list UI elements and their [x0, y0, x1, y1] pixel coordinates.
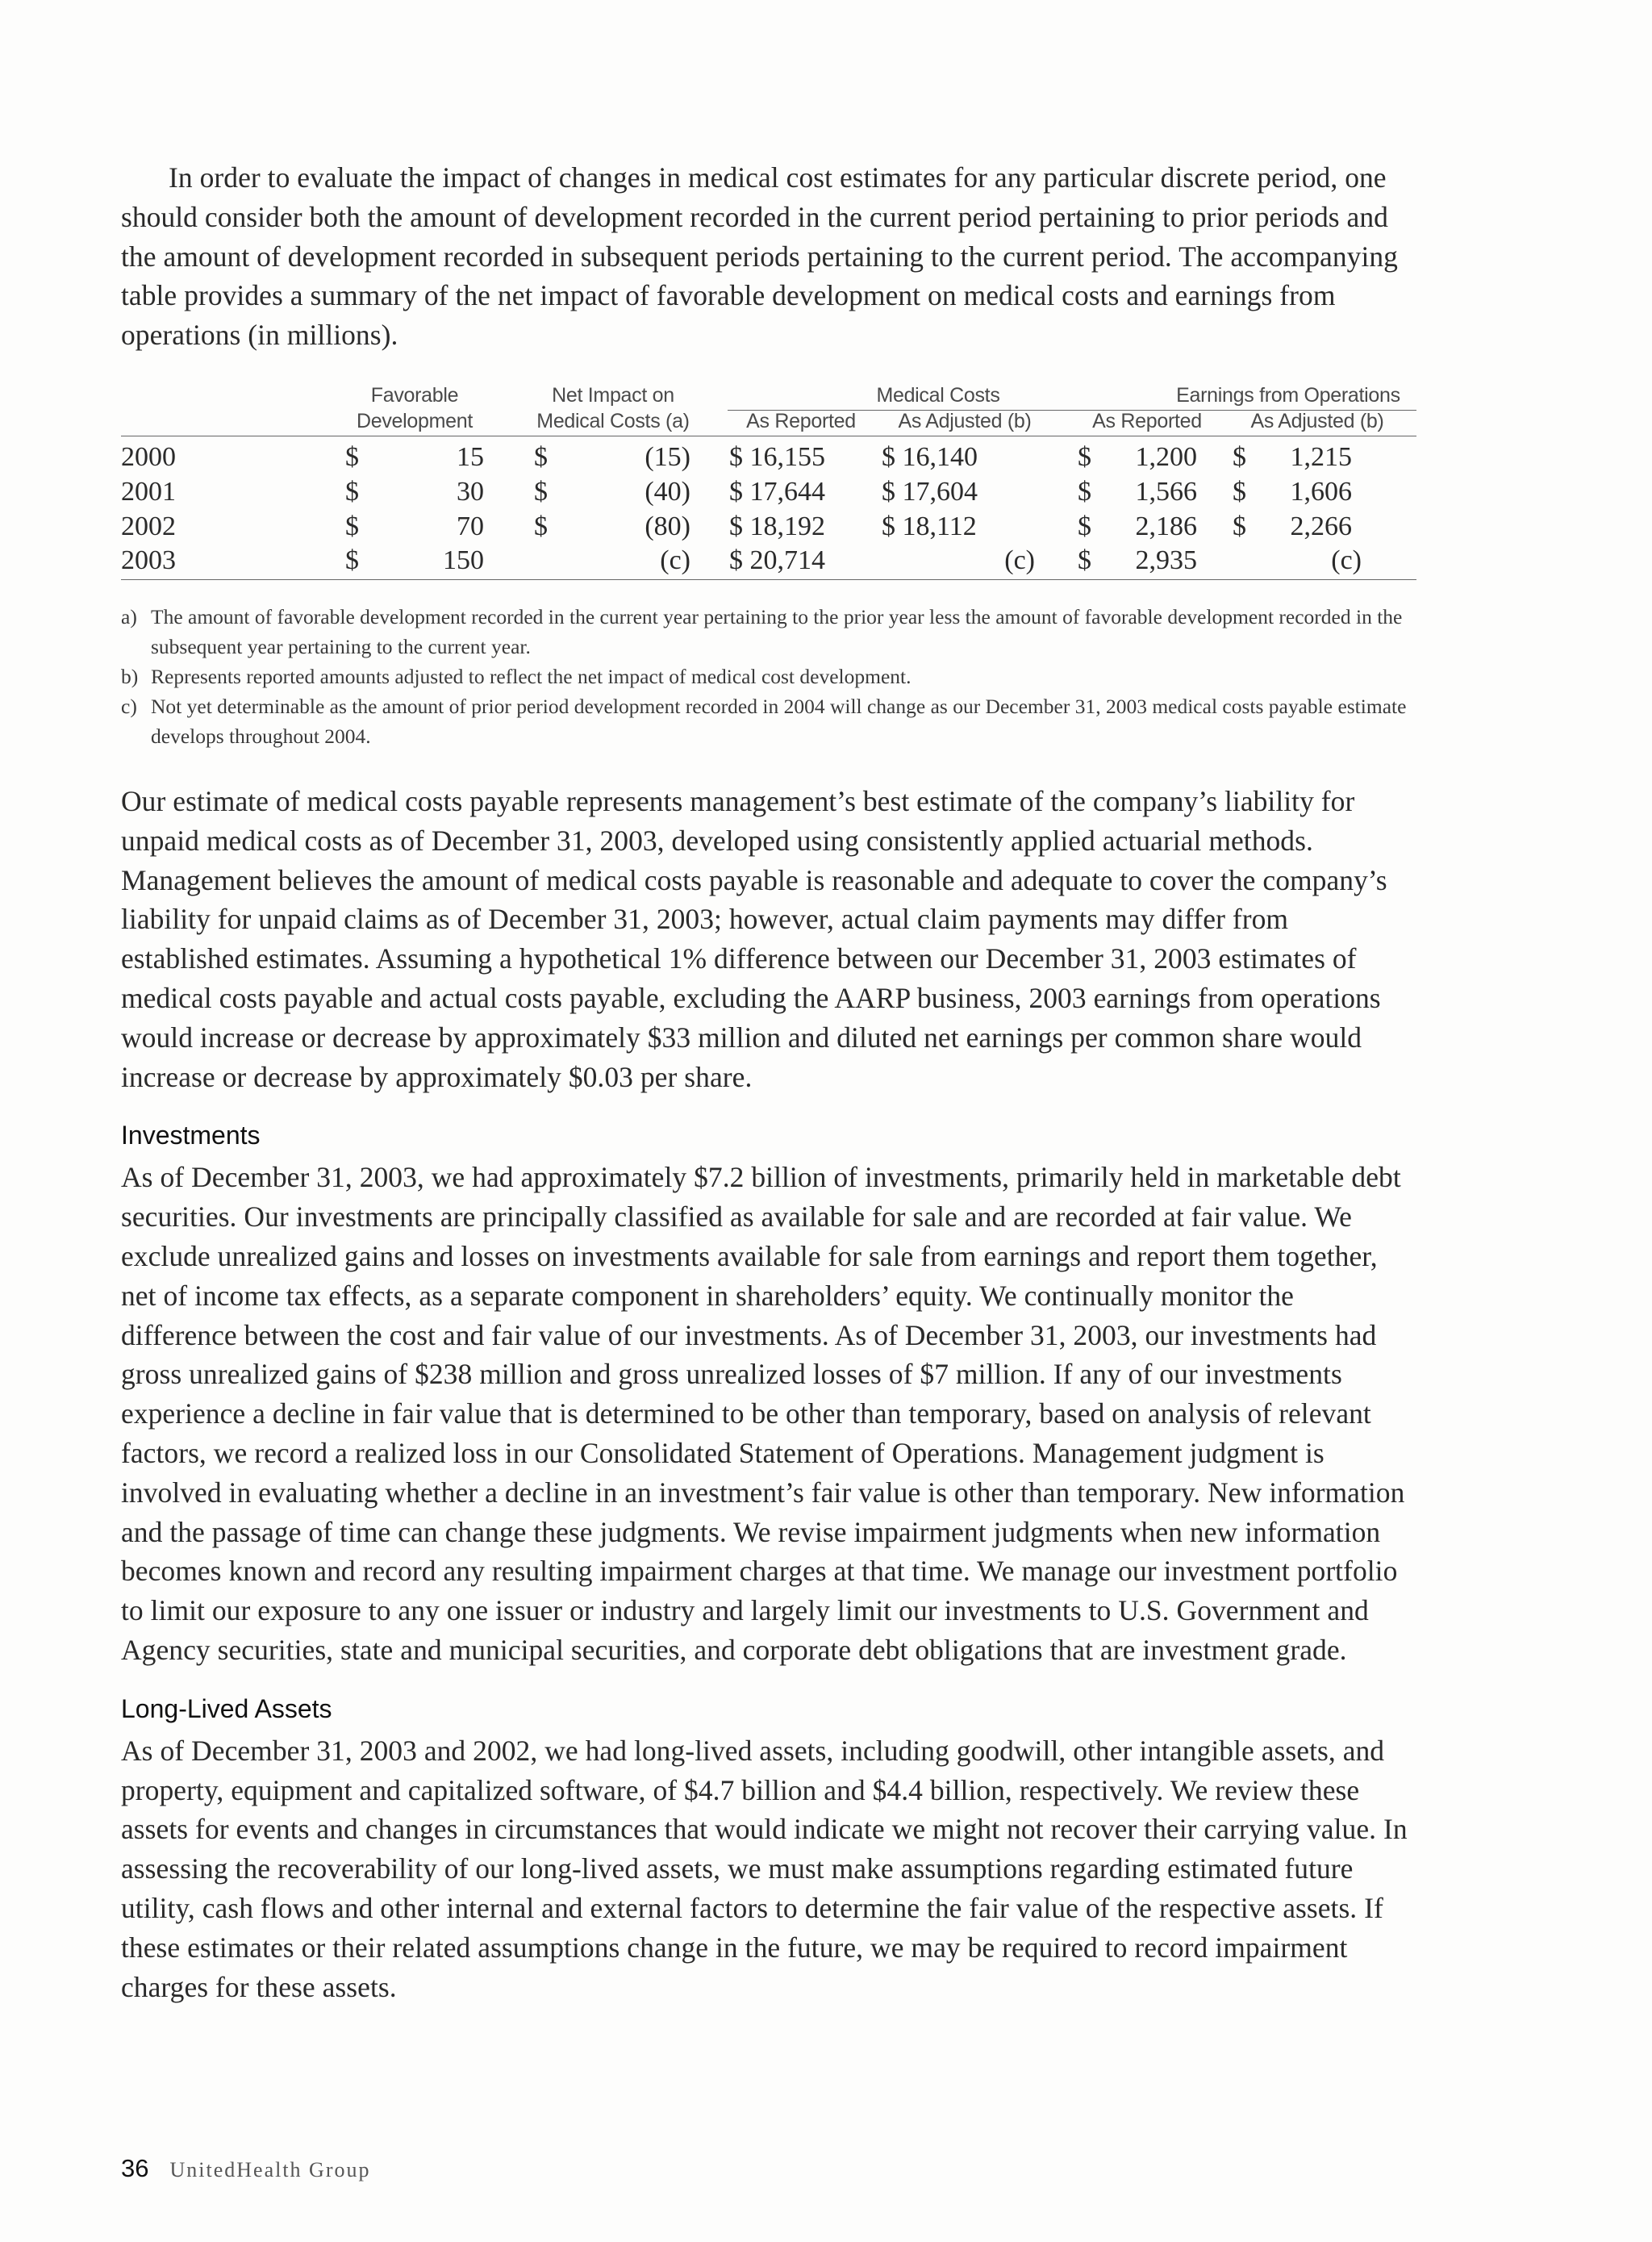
eo-reported-dollar: $: [1078, 511, 1091, 541]
footnote-c: [121, 691, 1416, 751]
eo-reported: 2,935: [1135, 545, 1197, 575]
long-lived-assets-heading: Long-Lived Assets: [121, 1693, 332, 1723]
page-number: 36: [121, 2154, 149, 2182]
eo-reported-dollar: $: [1078, 476, 1091, 507]
header-net-impact-line1: Net Impact on: [552, 383, 674, 407]
row-year: 2002: [121, 511, 176, 541]
footnote-a: [121, 602, 1416, 662]
fav-dollar: $: [345, 545, 359, 575]
eo-adjusted: 1,215: [1290, 441, 1352, 472]
header-net-impact-line2: Medical Costs (a): [536, 409, 690, 432]
company-name: UnitedHealth Group: [169, 2158, 371, 2181]
estimate-paragraph: Our estimate of medical costs payable represents management’s best estimate of the company’s liability for unpaid medical costs as of December 31, 2003, developed using consistently applied actuarial methods. Management believes the amount of medical costs payable is reasonable and adequate to cover the company’s liability for unpaid claims as of December 31, 2003; however, actual claim payments may differ from established estimates. Assuming a hypothetical 1% difference between our December 31, 2003 estimates of medical costs payable and actual costs payable, excluding the AARP business, 2003 earnings from operations would increase or decrease by approximately $33 million and diluted net earnings per common share would increase or decrease by approximately $0.03 per share.: [121, 784, 1387, 1093]
fav-dollar: $: [345, 441, 359, 472]
net-dollar: $: [534, 476, 548, 507]
long-lived-assets-section: [121, 1693, 1416, 2007]
long-lived-assets-text: As of December 31, 2003 and 2002, we had long-lived assets, including goodwill, other intangible assets, and property, equipment and capitalized software, of $4.7 billion and $4.4 billion, respectively. We review these assets for events and changes in circumstances that would indicate we might not recover their carrying value. In assessing the recoverability of our long-lived assets, we must make assumptions regarding estimated future utility, cash flows and other internal and external factors to determine the fair value of the respective assets. If these estimates or their related assumptions change in the future, we may be required to record impairment charges for these assets.: [121, 1734, 1408, 2003]
footnotes: [121, 602, 1416, 751]
header-eo-as-adjusted: As Adjusted (b): [1250, 409, 1384, 432]
header-mc-as-adjusted: As Adjusted (b): [898, 409, 1032, 432]
eo-adjusted: (c): [1331, 545, 1362, 575]
footnote-label: a): [121, 604, 137, 628]
row-year: 2003: [121, 545, 176, 575]
table-bottom-rule: [121, 579, 1416, 580]
mc-adjusted: $ 17,604: [882, 476, 978, 507]
eo-adjusted-dollar: $: [1233, 476, 1246, 507]
footnote-b: [121, 662, 1416, 691]
page-footer: [121, 2154, 371, 2183]
net-value: (15): [645, 441, 690, 472]
net-value: (40): [645, 476, 690, 507]
fav-value: 70: [457, 511, 484, 541]
investments-text: As of December 31, 2003, we had approximately $7.2 billion of investments, primarily held in marketable debt securities. Our investments are principally classified as available for sale and are recorded at fair value. We exclude unrealized gains and losses on investments available for sale from earnings and report them together, net of income tax effects, as a separate component in shareholders’ equity. We continually monitor the difference between the cost and fair value of our investments. As of December 31, 2003, our investments had gross unrealized gains of $238 million and gross unrealized losses of $7 million. If any of our investments experience a decline in fair value that is determined to be other than temporary, based on analysis of relevant factors, we record a realized loss in our Consolidated Statement of Operations. Management judgment is involved in evaluating whether a decline in an investment’s fair value is other than temporary. New information and the passage of time can change these judgments. We revise impairment judgments when new information becomes known and record any resulting impairment charges at that time. We manage our investment portfolio to limit our exposure to any one issuer or industry and largely limit our investments to U.S. Government and Agency securities, state and municipal securities, and corporate debt obligations that are investment grade.: [121, 1161, 1405, 1666]
mc-adjusted: $ 18,112: [882, 511, 977, 541]
development-table: [121, 384, 1416, 578]
investments-heading: Investments: [121, 1121, 261, 1150]
header-favorable-line1: Favorable: [370, 383, 459, 407]
row-year: 2001: [121, 476, 176, 507]
eo-adjusted: 2,266: [1290, 511, 1352, 541]
row-year: 2000: [121, 441, 176, 472]
eo-reported: 1,200: [1135, 441, 1197, 472]
mc-reported: $ 20,714: [729, 545, 825, 575]
document-page: [121, 158, 1416, 2006]
fav-value: 150: [443, 545, 484, 575]
footnote-label: c): [121, 694, 137, 718]
mc-adjusted: $ 16,140: [882, 441, 978, 472]
footnote-text: Not yet determinable as the amount of prior period development recorded in 2004 will change as our December 31, 2003 medical costs payable estimate develops throughout 2004.: [151, 694, 1407, 748]
header-favorable-line2: Development: [356, 409, 473, 432]
eo-reported: 1,566: [1135, 476, 1197, 507]
intro-paragraph: In order to evaluate the impact of changes in medical cost estimates for any particular discrete period, one should consider both the amount of development recorded in the current period pertaining to prior periods and the amount of development recorded in subsequent periods pertaining to the current period. The accompanying table provides a summary of the net impact of favorable development on medical costs and earnings from operations (in millions).: [121, 161, 1398, 352]
investments-section: [121, 1119, 1416, 1669]
eo-adjusted-dollar: $: [1233, 441, 1246, 472]
mc-adjusted: (c): [1004, 545, 1035, 575]
eo-adjusted-dollar: $: [1233, 511, 1246, 541]
net-value: (c): [660, 545, 690, 575]
fav-dollar: $: [345, 476, 359, 507]
fav-dollar: $: [345, 511, 359, 541]
eo-reported-dollar: $: [1078, 545, 1091, 575]
fav-value: 15: [457, 441, 484, 472]
eo-reported: 2,186: [1135, 511, 1197, 541]
net-dollar: $: [534, 441, 548, 472]
header-eo-as-reported: As Reported: [1092, 409, 1202, 432]
footnote-text: The amount of favorable development recorded in the current year pertaining to the prior year less the amount of favorable development recorded in the subsequent year pertaining to the current year.: [151, 604, 1403, 658]
header-earnings-group: Earnings from Operations: [1176, 383, 1400, 407]
header-mc-as-reported: As Reported: [746, 409, 856, 432]
net-dollar: $: [534, 511, 548, 541]
net-value: (80): [645, 511, 690, 541]
footnote-text: Represents reported amounts adjusted to reflect the net impact of medical cost development.: [151, 664, 912, 688]
eo-adjusted: 1,606: [1290, 476, 1352, 507]
eo-reported-dollar: $: [1078, 441, 1091, 472]
mc-reported: $ 16,155: [729, 441, 825, 472]
footnote-label: b): [121, 664, 139, 688]
mc-reported: $ 17,644: [729, 476, 825, 507]
mc-reported: $ 18,192: [729, 511, 825, 541]
header-medical-costs-group: Medical Costs: [876, 383, 1000, 407]
fav-value: 30: [457, 476, 484, 507]
